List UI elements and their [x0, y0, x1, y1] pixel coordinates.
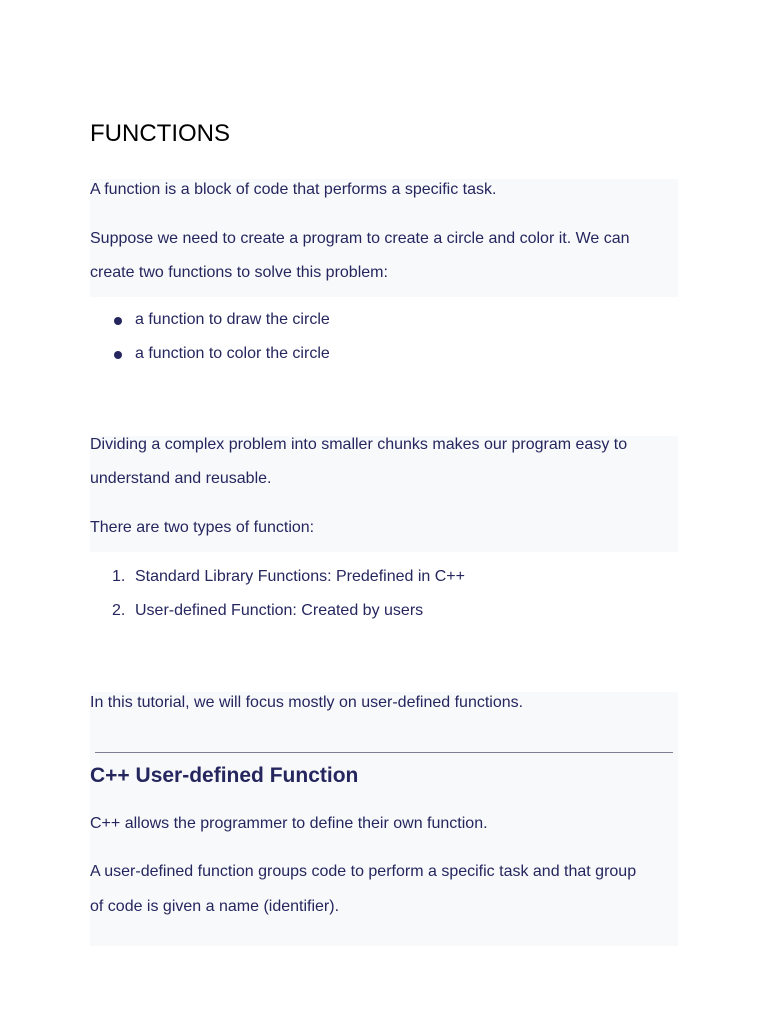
bullet-dot-icon [114, 351, 122, 359]
section-divider [95, 752, 673, 753]
list-item [90, 594, 465, 628]
middle-paragraph-1-line-1: Dividing a complex problem into smaller chunks makes our program easy to [90, 436, 628, 453]
focus-paragraph: In this tutorial, we will focus mostly on user-defined functions. [90, 694, 524, 711]
list-item [90, 337, 330, 371]
list-item [90, 560, 465, 594]
bullet-dot-icon [114, 317, 122, 325]
section-paragraph-2-line-1: A user-defined function groups code to perform a specific task and that group [90, 863, 637, 880]
section-heading: C++ User-defined Function [90, 764, 359, 787]
section-paragraph-1: C++ allows the programmer to define their own function. [90, 815, 488, 832]
list-item [90, 303, 330, 337]
bullet-list [90, 303, 330, 371]
middle-paragraph-2: There are two types of function: [90, 519, 315, 536]
section-paragraph-2-line-2: of code is given a name (identifier). [90, 898, 340, 915]
intro-paragraph-2-line-2: create two functions to solve this problem: [90, 264, 388, 281]
list-item-number: 2. [112, 602, 126, 619]
numbered-list [90, 560, 465, 628]
page-title: FUNCTIONS [90, 120, 230, 147]
intro-paragraph-1: A function is a block of code that performs a specific task. [90, 181, 497, 198]
intro-paragraph-2-line-1: Suppose we need to create a program to create a circle and color it. We can [90, 230, 630, 247]
list-item-text: a function to draw the circle [135, 311, 330, 328]
list-item-text: Standard Library Functions: Predefined in C++ [135, 568, 465, 585]
list-item-number: 1. [112, 568, 126, 585]
list-item-text: a function to color the circle [135, 345, 330, 362]
middle-paragraph-1-line-2: understand and reusable. [90, 470, 272, 487]
list-item-text: User-defined Function: Created by users [135, 602, 424, 619]
